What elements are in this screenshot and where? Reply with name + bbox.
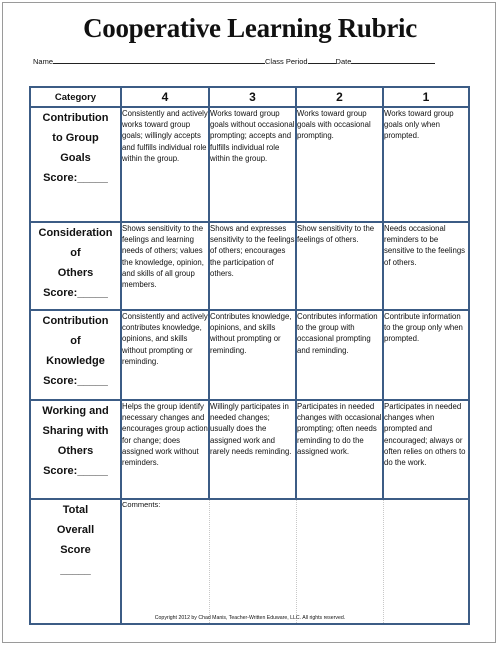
category-line: to Group — [52, 132, 99, 144]
table-row-consideration-of-others — [30, 222, 469, 310]
rubric-cell-2: Contributes information to the group with occasional prompting and reminding. — [296, 310, 383, 400]
rubric-cell-3: Contributes knowledge, opinions, and skills without prompting or reminding. — [209, 310, 296, 400]
class-period-label: Class Period — [265, 57, 308, 66]
rubric-cell-3: Shows and expresses sensitivity to the feelings of others; encourages the participation of others. — [209, 222, 296, 310]
comments-label: Comments: — [122, 500, 161, 509]
class-period-field[interactable] — [308, 56, 336, 64]
category-cell — [30, 222, 121, 310]
rubric-cell-2: Show sensitivity to the feelings of others. — [296, 222, 383, 310]
table-row-working-and-sharing — [30, 400, 469, 499]
rubric-cell-4: Shows sensitivity to the feelings and learning needs of others; values the knowledge, opinion, and skills of all group members. — [121, 222, 209, 310]
category-cell — [30, 400, 121, 499]
score-line[interactable]: Score:_____ — [43, 172, 108, 184]
table-row-total — [30, 499, 469, 624]
date-field[interactable] — [351, 56, 435, 64]
comments-area[interactable] — [296, 499, 383, 624]
rubric-cell-3: Willingly participates in needed changes; usually does the assigned work and rarely needs reminding. — [209, 400, 296, 499]
rubric-cell-1: Participates in needed changes when prompted and encouraged; always or often relies on others to do the work. — [383, 400, 469, 499]
rubric-cell-1: Contribute information to the group only when prompted. — [383, 310, 469, 400]
rubric-table — [29, 86, 470, 625]
table-header-row — [30, 87, 469, 107]
category-line: Sharing with — [42, 425, 109, 437]
student-info-line — [33, 56, 435, 66]
category-line: of — [70, 247, 81, 259]
category-line: Knowledge — [46, 355, 105, 367]
column-header-3: 3 — [209, 87, 296, 107]
category-line: Others — [57, 267, 94, 279]
total-score-cell — [30, 499, 121, 624]
name-field[interactable] — [53, 56, 265, 64]
category-line: Others — [57, 445, 94, 457]
page-title: Cooperative Learning Rubric — [83, 13, 417, 43]
category-cell — [30, 107, 121, 222]
comments-area[interactable] — [209, 499, 296, 624]
category-line: Consideration — [38, 227, 113, 239]
table-row-contribution-to-group-goals — [30, 107, 469, 222]
score-line[interactable]: Score:_____ — [43, 375, 108, 387]
rubric-cell-2: Participates in needed changes with occasional prompting; often needs reminding to do the assigned work. — [296, 400, 383, 499]
date-label: Date — [335, 57, 352, 66]
category-line: Goals — [60, 152, 91, 164]
total-score-field[interactable]: _____ — [60, 564, 91, 576]
category-line: Working and — [42, 405, 109, 417]
score-line[interactable]: Score:_____ — [43, 287, 108, 299]
column-header-category: Category — [30, 87, 121, 107]
comments-cell[interactable] — [121, 499, 209, 624]
score-line[interactable]: Score:_____ — [43, 465, 108, 477]
column-header-4: 4 — [121, 87, 209, 107]
rubric-cell-2: Works toward group goals with occasional prompting. — [296, 107, 383, 222]
category-line: Contribution — [42, 112, 109, 124]
comments-area[interactable] — [383, 499, 469, 624]
column-header-1: 1 — [383, 87, 469, 107]
copyright-notice: Copyright 2012 by Chad Manis, Teacher-Written Eduware, LLC. All rights reserved. — [154, 615, 346, 621]
table-row-contribution-of-knowledge — [30, 310, 469, 400]
name-label: Name — [33, 57, 54, 66]
total-line: Overall — [56, 524, 95, 536]
category-cell — [30, 310, 121, 400]
rubric-cell-3: Works toward group goals without occasional prompting; accepts and fulfills individual role within the group. — [209, 107, 296, 222]
total-line: Total — [62, 504, 89, 516]
rubric-cell-4: Consistently and actively contributes knowledge, opinions, and skills without prompting or reminding. — [121, 310, 209, 400]
column-header-2: 2 — [296, 87, 383, 107]
rubric-cell-4: Helps the group identify necessary changes and encourages group action for change; does assigned work without reminders. — [121, 400, 209, 499]
rubric-cell-1: Works toward group goals only when prompted. — [383, 107, 469, 222]
total-line: Score — [60, 544, 91, 556]
category-line: Contribution — [42, 315, 109, 327]
rubric-cell-4: Consistently and actively works toward group goals; willingly accepts and fulfills individual role within the group. — [121, 107, 209, 222]
category-line: of — [70, 335, 81, 347]
rubric-cell-1: Needs occasional reminders to be sensitive to the feelings of others. — [383, 222, 469, 310]
